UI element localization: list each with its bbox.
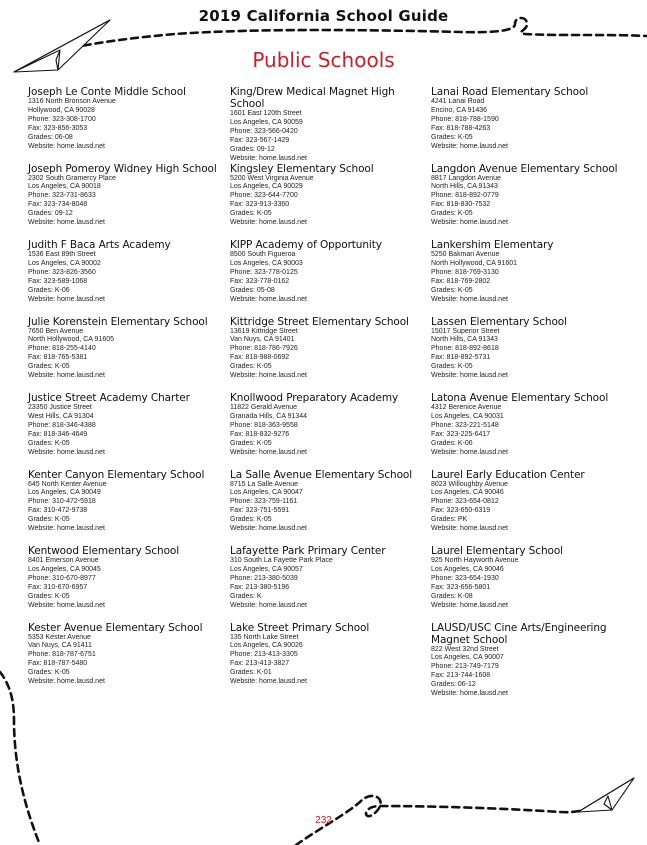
school-info-line: Grades: K-05 (28, 363, 70, 371)
school-info-line: 1601 East 120th Street (230, 110, 302, 117)
school-info-line: Los Angeles, CA 90026 (230, 642, 303, 650)
school-info-line: Website: home.lausd.net (28, 448, 105, 456)
school-info-line: 8817 Langdon Avenue (431, 174, 501, 182)
school-info-line: Los Angeles, CA 90031 (431, 412, 504, 420)
school-info-line: Los Angeles, CA 90029 (230, 183, 303, 191)
school-info-line: Grades: K-05 (230, 516, 272, 524)
school-info-line: Phone: 818-788-1590 (431, 115, 499, 123)
school-column (431, 86, 631, 698)
school-info-line: 2302 South Gramercy Place (28, 174, 116, 182)
paper-airplane-bottom-icon (578, 778, 634, 812)
school-info-line: Phone: 310-670-8977 (28, 574, 96, 582)
school-name: Lanai Road Elementary School (431, 86, 589, 98)
school-info-line: 13619 Kittridge Street (230, 327, 298, 335)
school-info-line: Phone: 323-654-1930 (431, 574, 499, 582)
school-info-line: Phone: 323-644-7700 (230, 192, 298, 200)
school-info-line: Phone: 323-221-5148 (431, 421, 499, 429)
school-info-line: Phone: 323-566-0420 (230, 127, 298, 135)
school-info-line: 925 North Hayworth Avenue (431, 557, 519, 564)
school-entry (28, 316, 228, 393)
school-info-line: Fax: 213-744-1608 (431, 672, 491, 680)
school-entry (431, 316, 631, 393)
school-info-line: 1536 East 89th Street (28, 251, 96, 258)
school-info-line: Website: home.lausd.net (431, 295, 508, 303)
school-entry (230, 392, 430, 469)
school-info-line: Grades: K-08 (431, 592, 473, 600)
school-info-line: Phone: 323-654-0812 (431, 498, 499, 506)
school-name: Lankershim Elementary (431, 239, 554, 251)
school-name: Knollwood Preparatory Academy (230, 392, 399, 404)
school-info-line: 23350 Justice Street (28, 404, 92, 411)
school-info-line: Phone: 818-363-9558 (230, 421, 298, 429)
school-info-line: Phone: 213-380-5039 (230, 574, 298, 582)
school-info-line: Website: home.lausd.net (431, 372, 508, 380)
school-name: KIPP Academy of Opportunity (230, 239, 382, 251)
school-info-line: Website: home.lausd.net (431, 525, 508, 533)
school-info-line: Phone: 323-778-0125 (230, 268, 298, 276)
school-info-line: Fax: 323-913-3360 (230, 201, 290, 209)
school-info-line: 1316 North Bronson Avenue (28, 98, 116, 105)
school-entry (431, 392, 631, 469)
school-info-line: Website: home.lausd.net (431, 601, 508, 609)
school-name: King/Drew Medical Magnet High School (230, 86, 395, 110)
school-info-line: Website: home.lausd.net (230, 372, 307, 380)
school-info-line: Grades: K-05 (431, 210, 473, 218)
school-entry (431, 163, 631, 240)
school-info-line: 5200 West Virginia Avenue (230, 174, 314, 182)
school-info-line: Los Angeles, CA 90002 (28, 259, 101, 267)
school-info-line: North Hollywood, CA 91605 (28, 336, 114, 344)
school-info-line: Fax: 818-346-4649 (28, 430, 88, 438)
school-info-line: Fax: 323-589-1068 (28, 277, 88, 285)
school-info-line: Los Angeles, CA 90046 (431, 489, 504, 497)
school-entry (431, 469, 631, 546)
school-info-line: 822 West 32nd Street (431, 645, 499, 653)
section-title: Public Schools (252, 48, 395, 72)
school-name: LAUSD/USC Cine Arts/Engineering Magnet School (431, 621, 607, 646)
school-entry (230, 622, 430, 699)
school-name: Kentwood Elementary School (28, 545, 180, 557)
school-info-line: 5250 Bakman Avenue (431, 251, 500, 258)
school-info-line: Los Angeles, CA 90007 (431, 654, 504, 662)
school-info-line: Grades: K-06 (431, 439, 473, 447)
school-info-line: Los Angeles, CA 90045 (28, 565, 101, 573)
school-column (230, 86, 430, 698)
school-info-line: Grades: K-05 (230, 210, 272, 218)
school-name: Lafayette Park Primary Center (230, 545, 386, 557)
school-info-line: Grades: K-05 (431, 363, 473, 371)
school-entry (230, 239, 430, 316)
school-info-line: Fax: 818-832-9276 (230, 430, 290, 438)
school-info-line: 5353 Kester Avenue (28, 633, 91, 641)
school-info-line: Phone: 818-787-6751 (28, 651, 96, 659)
school-info-line: Grades: K-05 (28, 516, 70, 524)
school-info-line: 15017 Superior Street (431, 327, 500, 335)
school-info-line: Fax: 818-765-5381 (28, 354, 88, 362)
school-info-line: Los Angeles, CA 90046 (431, 565, 504, 573)
school-info-line: Los Angeles, CA 90003 (230, 259, 303, 267)
school-info-line: Website: home.lausd.net (28, 372, 105, 380)
school-info-line: Website: home.lausd.net (431, 448, 508, 456)
school-info-line: Website: home.lausd.net (230, 448, 307, 456)
school-info-line: Grades: K-05 (431, 133, 473, 141)
school-info-line: Grades: K-05 (230, 439, 272, 447)
school-info-line: 7650 Ben Avenue (28, 327, 84, 335)
school-name: Langdon Avenue Elementary School (431, 162, 618, 175)
school-info-line: Phone: 213-749-7179 (431, 663, 499, 671)
school-info-line: Fax: 818-830-7532 (431, 201, 491, 209)
school-info-line: Phone: 818-892-0779 (431, 192, 499, 200)
school-info-line: 4312 Berenice Avenue (431, 404, 502, 411)
school-info-line: 310 South La Fayette Park Place (230, 557, 333, 564)
school-info-line: Los Angeles, CA 90059 (230, 118, 303, 126)
school-info-line: Website: home.lausd.net (230, 678, 307, 686)
school-info-line: Grades: 09-12 (28, 210, 73, 218)
school-info-line: 11822 Gerald Avenue (230, 404, 298, 411)
school-info-line: Van Nuys, CA 91411 (28, 642, 92, 650)
school-name: Kittridge Street Elementary School (230, 315, 409, 328)
school-column (28, 86, 228, 698)
school-info-line: Phone: 818-346-4388 (28, 421, 96, 429)
school-entry (230, 163, 430, 240)
school-info-line: North Hollywood, CA 91601 (431, 259, 517, 267)
school-entry (230, 469, 430, 546)
school-entry (28, 545, 228, 622)
school-info-line: Los Angeles, CA 90047 (230, 489, 303, 497)
school-info-line: Fax: 818-787-5480 (28, 660, 88, 668)
page-header-title: 2019 California School Guide (198, 7, 449, 25)
school-entry (28, 392, 228, 469)
school-info-line: Phone: 818-786-7926 (230, 345, 298, 353)
school-info-line: Los Angeles, CA 90057 (230, 565, 303, 573)
school-info-line: Grades: K-06 (28, 286, 70, 294)
school-info-line: Fax: 213-380-5196 (230, 583, 290, 591)
school-info-line: 645 North Kenter Avenue (28, 480, 107, 488)
school-info-line: Fax: 323-751-5591 (230, 507, 290, 515)
school-info-line: Website: home.lausd.net (28, 295, 105, 303)
school-info-line: Fax: 818-788-4263 (431, 124, 491, 132)
school-info-line: Fax: 323-656-5801 (431, 583, 491, 591)
school-name: Lake Street Primary School (230, 621, 370, 634)
school-info-line: Grades: 05-08 (230, 286, 275, 294)
school-entry (230, 86, 430, 163)
school-info-line: Fax: 323-650-6319 (431, 507, 491, 515)
school-info-line: Website: home.lausd.net (230, 525, 307, 533)
school-name: Judith F Baca Arts Academy (28, 239, 171, 251)
school-info-line: Van Nuys, CA 91401 (230, 336, 295, 344)
school-name: Joseph Le Conte Middle School (28, 86, 186, 98)
school-info-line: Grades: K (230, 592, 262, 600)
school-info-line: Fax: 818-892-5731 (431, 354, 491, 362)
school-entry (28, 239, 228, 316)
school-info-line: Fax: 323-225-6417 (431, 430, 491, 438)
school-info-line: Phone: 818-255-4140 (28, 345, 96, 353)
school-entry (28, 469, 228, 546)
school-info-line: Grades: K-05 (431, 286, 473, 294)
school-info-line: Fax: 323-734-8048 (28, 201, 88, 209)
school-info-line: Phone: 818-892-8618 (431, 345, 499, 353)
school-info-line: Encino, CA 91436 (431, 106, 488, 114)
school-info-line: Grades: 06-08 (28, 133, 73, 141)
school-info-line: 8715 La Salle Avenue (230, 480, 298, 488)
school-info-line: West Hills, CA 91304 (28, 412, 94, 420)
school-info-line: Website: home.lausd.net (230, 601, 307, 609)
school-entry (28, 163, 228, 240)
school-info-line: 4241 Lanai Road (431, 98, 485, 105)
school-entry (431, 239, 631, 316)
school-entry (431, 622, 631, 699)
school-info-line: 8401 Emerson Avenue (28, 557, 99, 564)
school-name: Julie Korenstein Elementary School (28, 315, 208, 328)
school-info-line: Phone: 323-826-3560 (28, 268, 96, 276)
school-info-line: Grades: K-05 (230, 363, 272, 371)
school-name: Latona Avenue Elementary School (431, 392, 609, 404)
school-info-line: Phone: 323-759-1161 (230, 498, 298, 506)
school-name: Laurel Elementary School (431, 545, 563, 557)
school-entry (230, 545, 430, 622)
school-info-line: North Hills, CA 91343 (431, 336, 498, 344)
school-info-line: Fax: 323-856-3053 (28, 124, 88, 132)
school-info-line: Los Angeles, CA 90018 (28, 183, 101, 191)
school-info-line: Phone: 323-308-1700 (28, 115, 96, 123)
school-name: Kingsley Elementary School (230, 162, 374, 175)
school-info-line: 8500 South Figueroa (230, 251, 296, 258)
school-entry (431, 545, 631, 622)
school-info-line: Phone: 323-731-8633 (28, 192, 96, 200)
page-number: 232 (315, 815, 332, 826)
school-info-line: Fax: 310-670-6957 (28, 583, 88, 591)
school-info-line: Fax: 323-567-1429 (230, 136, 290, 144)
school-info-line: Fax: 818-988-0692 (230, 354, 290, 362)
school-entry (28, 622, 228, 699)
school-info-line: Website: home.lausd.net (28, 142, 105, 150)
school-info-line: Fax: 818-769-2802 (431, 277, 491, 285)
school-name: Laurel Early Education Center (431, 468, 585, 481)
school-info-line: Website: home.lausd.net (431, 690, 508, 698)
school-name: La Salle Avenue Elementary School (230, 468, 413, 481)
school-info-line: Fax: 323-778-0162 (230, 277, 290, 285)
school-info-line: Grades: 09-12 (230, 145, 275, 153)
school-name: Justice Street Academy Charter (28, 392, 190, 404)
school-info-line: Hollywood, CA 90028 (28, 106, 95, 114)
school-info-line: Fax: 310-472-9738 (28, 507, 88, 515)
school-info-line: Grades: PK (431, 516, 468, 524)
school-entry (431, 86, 631, 163)
school-info-line: Grades: K-05 (28, 439, 70, 447)
school-info-line: Website: home.lausd.net (230, 154, 307, 162)
school-info-line: North Hills, CA 91343 (431, 183, 498, 191)
school-info-line: Phone: 818-769-3130 (431, 268, 499, 276)
school-entry (230, 316, 430, 393)
school-entry (28, 86, 228, 163)
school-info-line: 135 North Lake Street (230, 633, 299, 641)
school-info-line: Grades: K-05 (28, 669, 70, 677)
school-info-line: Website: home.lausd.net (28, 678, 105, 686)
school-info-line: 8023 Willoughby Avenue (431, 480, 508, 488)
school-info-line: Granada Hills, CA 91344 (230, 412, 308, 420)
school-info-line: Grades: K-01 (230, 669, 272, 677)
school-info-line: Website: home.lausd.net (431, 142, 508, 150)
school-info-line: Website: home.lausd.net (230, 219, 307, 227)
school-info-line: Website: home.lausd.net (28, 219, 105, 227)
school-info-line: Grades: 06-12 (431, 681, 476, 689)
school-name: Kester Avenue Elementary School (28, 621, 203, 634)
school-info-line: Phone: 213-413-3305 (230, 651, 298, 659)
school-info-line: Phone: 310-472-5918 (28, 498, 96, 506)
school-info-line: Website: home.lausd.net (230, 295, 307, 303)
school-name: Kenter Canyon Elementary School (28, 468, 205, 481)
school-info-line: Los Angeles, CA 90049 (28, 489, 101, 497)
school-info-line: Website: home.lausd.net (431, 219, 508, 227)
school-name: Lassen Elementary School (431, 315, 567, 328)
school-info-line: Website: home.lausd.net (28, 601, 105, 609)
school-info-line: Fax: 213-413-3827 (230, 660, 290, 668)
school-info-line: Grades: K-05 (28, 592, 70, 600)
school-name: Joseph Pomeroy Widney High School (28, 162, 217, 175)
school-info-line: Website: home.lausd.net (28, 525, 105, 533)
